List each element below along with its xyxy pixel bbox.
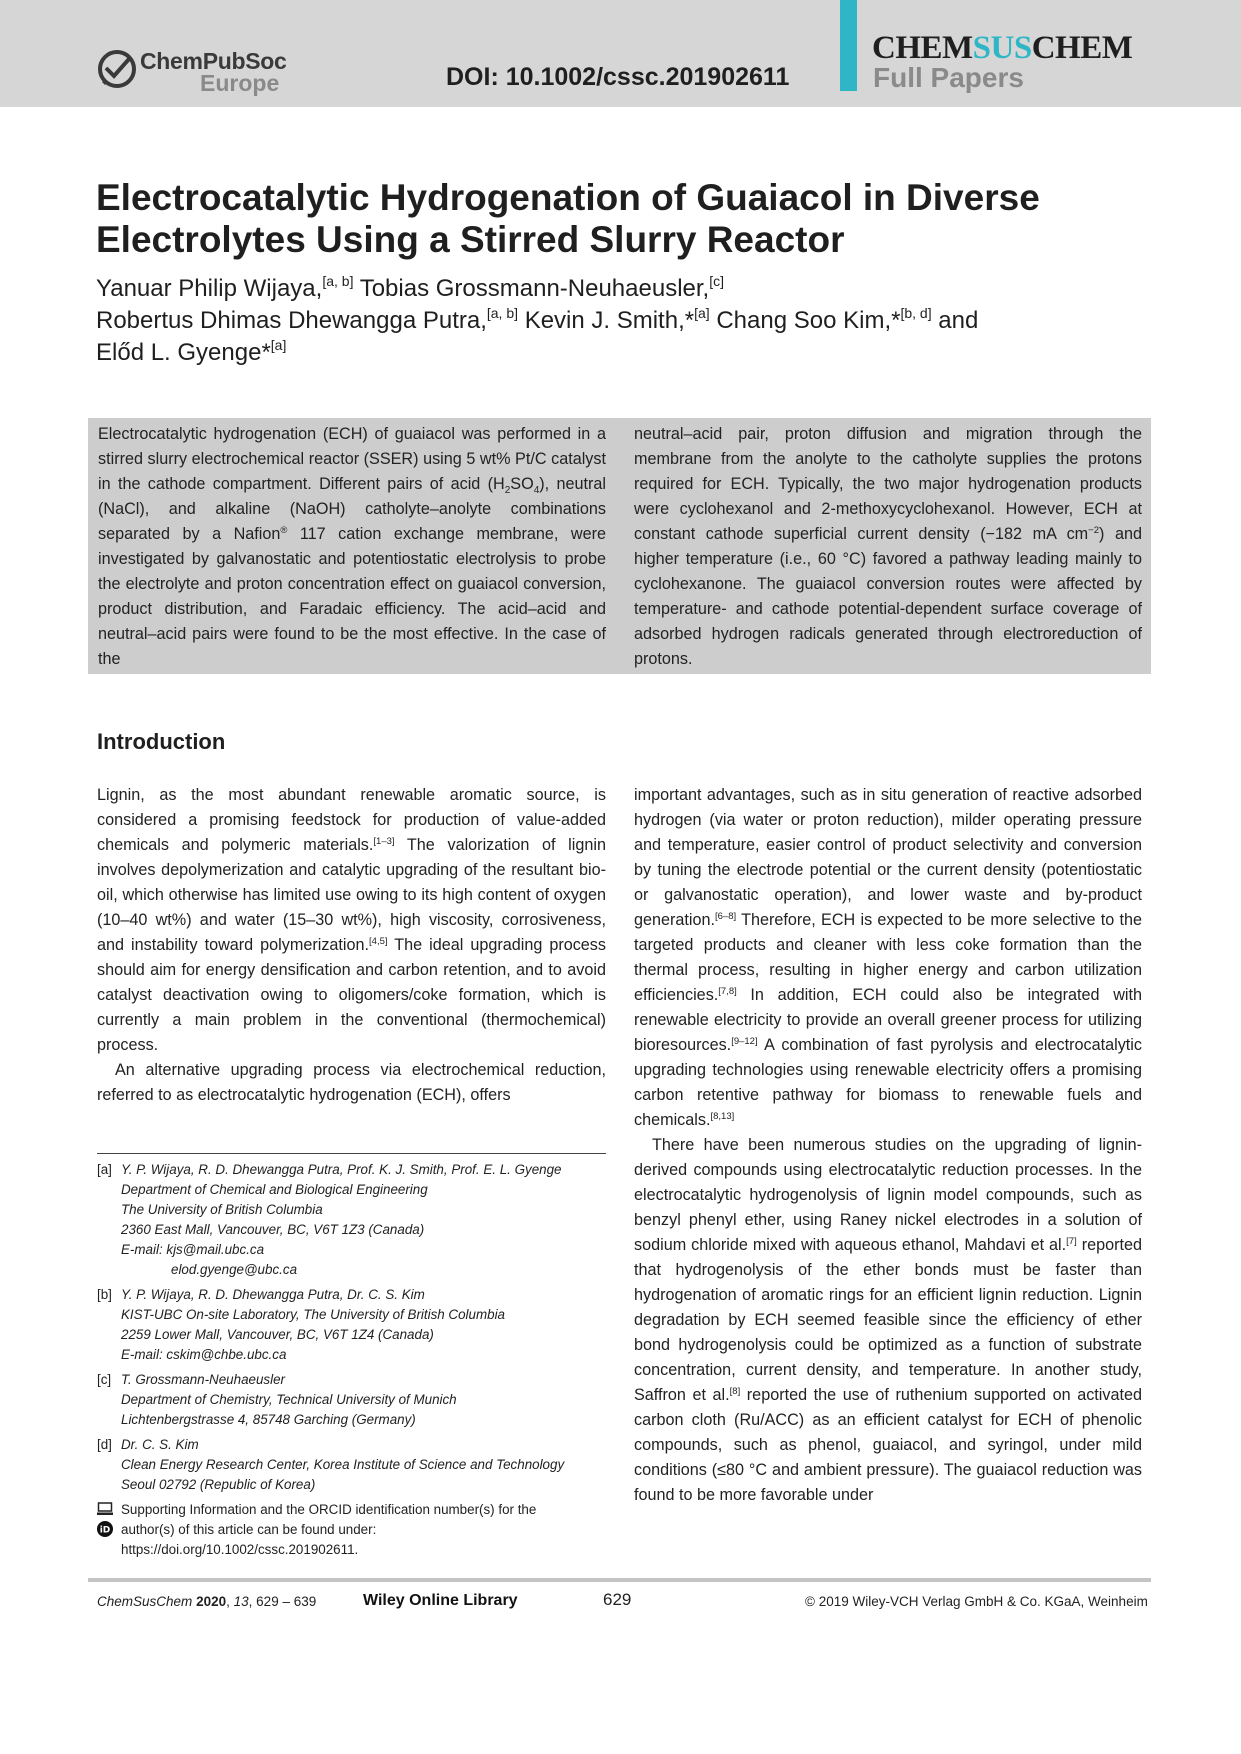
affiliation-c: [c] T. Grossmann-Neuhaeusler Department of Chemistry, Technical University of Munich Lichtenbergstrasse 4, 85748 Garching (Germany) xyxy=(97,1372,457,1427)
author-2: Tobias Grossmann-Neuhaeusler,[c] xyxy=(359,273,724,302)
footer-copyright: © 2019 Wiley-VCH Verlag GmbH & Co. KGaA, Weinheim xyxy=(805,1594,1148,1609)
affiliation-b: [b] Y. P. Wijaya, R. D. Dhewangga Putra, Dr. C. S. Kim KIST-UBC On-site Laboratory, The University of British Columbia 2259 Lower Mall, Vancouver, BC, V6T 1Z4 (Canada) E-mail: cskim@chbe.ubc.ca xyxy=(97,1285,617,1365)
supporting-info-note: iD Supporting Information and the ORCID identification number(s) for the author(s) of this article can be found under: https://doi.org/10.1002/cssc.201902611. xyxy=(97,1500,617,1560)
publisher-region: Europe xyxy=(200,70,280,96)
chempubsoc-logo-icon xyxy=(96,48,138,90)
supporting-icons xyxy=(97,1502,115,1537)
email-link[interactable]: E-mail: cskim@chbe.ubc.ca xyxy=(121,1347,287,1362)
author-4: Kevin J. Smith,*[a] xyxy=(524,305,710,334)
accent-bar xyxy=(840,0,857,91)
email-link[interactable]: E-mail: kjs@mail.ubc.ca xyxy=(121,1242,265,1257)
footnote-rule xyxy=(97,1153,606,1154)
author-3: Robertus Dhimas Dhewangga Putra,[a, b] xyxy=(96,305,519,334)
intro-right-column xyxy=(634,783,1142,1508)
svg-text:iD: iD xyxy=(99,1525,111,1536)
affiliation-d: [d] Dr. C. S. Kim Clean Energy Research Center, Korea Institute of Science and Technology Seoul 02792 (Republic of Korea) xyxy=(97,1437,565,1492)
orcid-icon[interactable] xyxy=(97,1521,113,1537)
article-title: Electrocatalytic Hydrogenation of Guaiacol in Diverse Electrolytes Using a Stirred Slurry Reactor xyxy=(96,177,1040,260)
author-conjunction: and xyxy=(938,307,979,334)
author-1: Yanuar Philip Wijaya,[a, b] xyxy=(96,273,354,302)
footer-rule xyxy=(88,1578,1151,1582)
affiliations xyxy=(97,1160,617,1560)
doi-link[interactable]: DOI: 10.1002/cssc.201902611 xyxy=(446,63,790,91)
section-type: Full Papers xyxy=(873,62,1024,93)
publisher-logo[interactable] xyxy=(96,46,287,96)
page-number: 629 xyxy=(603,1590,632,1609)
publisher-name: ChemPubSoc xyxy=(140,48,287,74)
intro-paragraph: An alternative upgrading process via electrochemical reduction, referred to as electrocatalytic hydrogenation (ECH), offers xyxy=(97,1061,606,1104)
supporting-info-link[interactable]: https://doi.org/10.1002/cssc.201902611. xyxy=(121,1542,359,1557)
abstract-left-column: Electrocatalytic hydrogenation (ECH) of guaiacol was performed in a stirred slurry electrochemical reactor (SSER) using 5 wt% Pt/C catalyst in the cathode compartment. Different pairs of acid $(H_2SO_4)$, neutral (NaCl), and alkaline (NaOH) catholyte–anolyte combinations separated by a Nafion® 117 cation exchange membrane, were investigated by galvanostatic and potentiostatic electrolysis to probe the electrolyte and proton concentration effect on guaiacol conversion, product distribution, and Faradaic efficiency. The acid–acid and neutral–acid pairs were found to be the most effective. In the case of the xyxy=(98,425,606,668)
affiliation-a: [a] Y. P. Wijaya, R. D. Dhewangga Putra, Prof. K. J. Smith, Prof. E. L. Gyenge Department of Chemical and Biological Engineering The University of British Columbia 2360 East Mall, Vancouver, BC, V6T 1Z3 (Canada) E-mail: kjs@mail.ubc.ca elod.gyenge@ubc.ca xyxy=(97,1160,617,1280)
intro-paragraph: There have been numerous studies on the upgrading of lignin-derived compounds using electrocatalytic reduction processes. In the electrocatalytic hydrogenolysis of lignin model compounds, such as benzyl phenyl ether, using Raney nickel electrodes in a solution of sodium chloride mixed with aqueous ethanol, Mahdavi et al.[7] reported that hydrogenolysis of the ether bonds must be faster than hydrogenation of aromatic rings for an efficient lignin reduction. Lignin degradation by ECH seemed feasible since the efficiency of ether bond hydrogenolysis could be optimized as a function of substrate concentration, current density, and temperature. In another study, Saffron et al.[8] reported the use of ruthenium supported on activated carbon cloth (Ru/ACC) as an efficient catalyst for ECH of phenolic compounds, such as phenol, guaiacol, and syringol, under mild conditions (≤80 °C and ambient pressure). The guaiacol reduction was found to be more favorable under xyxy=(634,1136,1142,1504)
intro-paragraph: Lignin, as the most abundant renewable aromatic source, is considered a promising feedstock for production of value-added chemicals and polymeric materials.[1–3] The valorization of lignin involves depolymerization and catalytic upgrading of the resultant bio-oil, which otherwise has limited use owing to its high content of oxygen (10–40 wt%) and water (15–30 wt%), high viscosity, corrosiveness, and instability toward polymerization.[4,5] The ideal upgrading process should aim for energy densification and carbon retention, and to avoid catalyst deactivation owing to oligomers/coke formation, which is currently a main problem in the conventional (thermochemical) process. xyxy=(97,786,606,1054)
intro-left-column xyxy=(97,783,606,1108)
journal-suffix: CHEM xyxy=(1031,30,1133,66)
author-5: Chang Soo Kim,*[b, d] xyxy=(716,305,932,334)
intro-paragraph: important advantages, such as in situ generation of reactive adsorbed hydrogen (via water or proton reduction), milder operating pressure and temperature, easier control of product selectivity and conversion by tuning the electrode potential or the current density (potentiostatic or galvanostatic operation), and lower waste and by-product generation.[6–8] Therefore, ECH is expected to be more selective to the targeted products and cleaner with less coke formation than the thermal process, resulting in higher energy and carbon utilization efficiencies.[7,8] In addition, ECH could also be integrated with renewable electricity to provide an overall greener process for utilizing bioresources.[9–12] A combination of fast pyrolysis and electrocatalytic upgrading technologies using renewable electricity offers a promising carbon retentive pathway for biomass to renewable fuels and chemicals.[8,13] xyxy=(634,786,1142,1129)
wiley-online-library-link[interactable]: Wiley Online Library xyxy=(363,1592,518,1609)
journal-prefix: CHEM xyxy=(872,30,973,66)
section-heading-introduction: Introduction xyxy=(97,729,226,754)
abstract-right-column: neutral–acid pair, proton diffusion and migration through the membrane from the anolyte to the catholyte supplies the protons required for ECH. Typically, the two major hydrogenation products were cyclohexanol and 2-methoxycyclohexanol. However, ECH at constant cathode superficial current density (−182 mA $cm^{-2}$) and higher temperature (i.e., 60 °C) favored a pathway leading mainly to cyclohexanone. The guaiacol conversion routes were affected by temperature- and cathode potential-dependent surface coverage of adsorbed hydrogen radicals generated through electroreduction of protons. xyxy=(634,425,1142,668)
footer-citation: ChemSusChem 2020, 13, 629 – 639 xyxy=(97,1594,317,1609)
computer-icon xyxy=(97,1502,113,1516)
author-list xyxy=(96,273,1136,369)
journal-mid: SUS xyxy=(972,30,1032,66)
email-link[interactable]: elod.gyenge@ubc.ca xyxy=(171,1262,298,1277)
author-6: Előd L. Gyenge*[a] xyxy=(96,337,287,366)
